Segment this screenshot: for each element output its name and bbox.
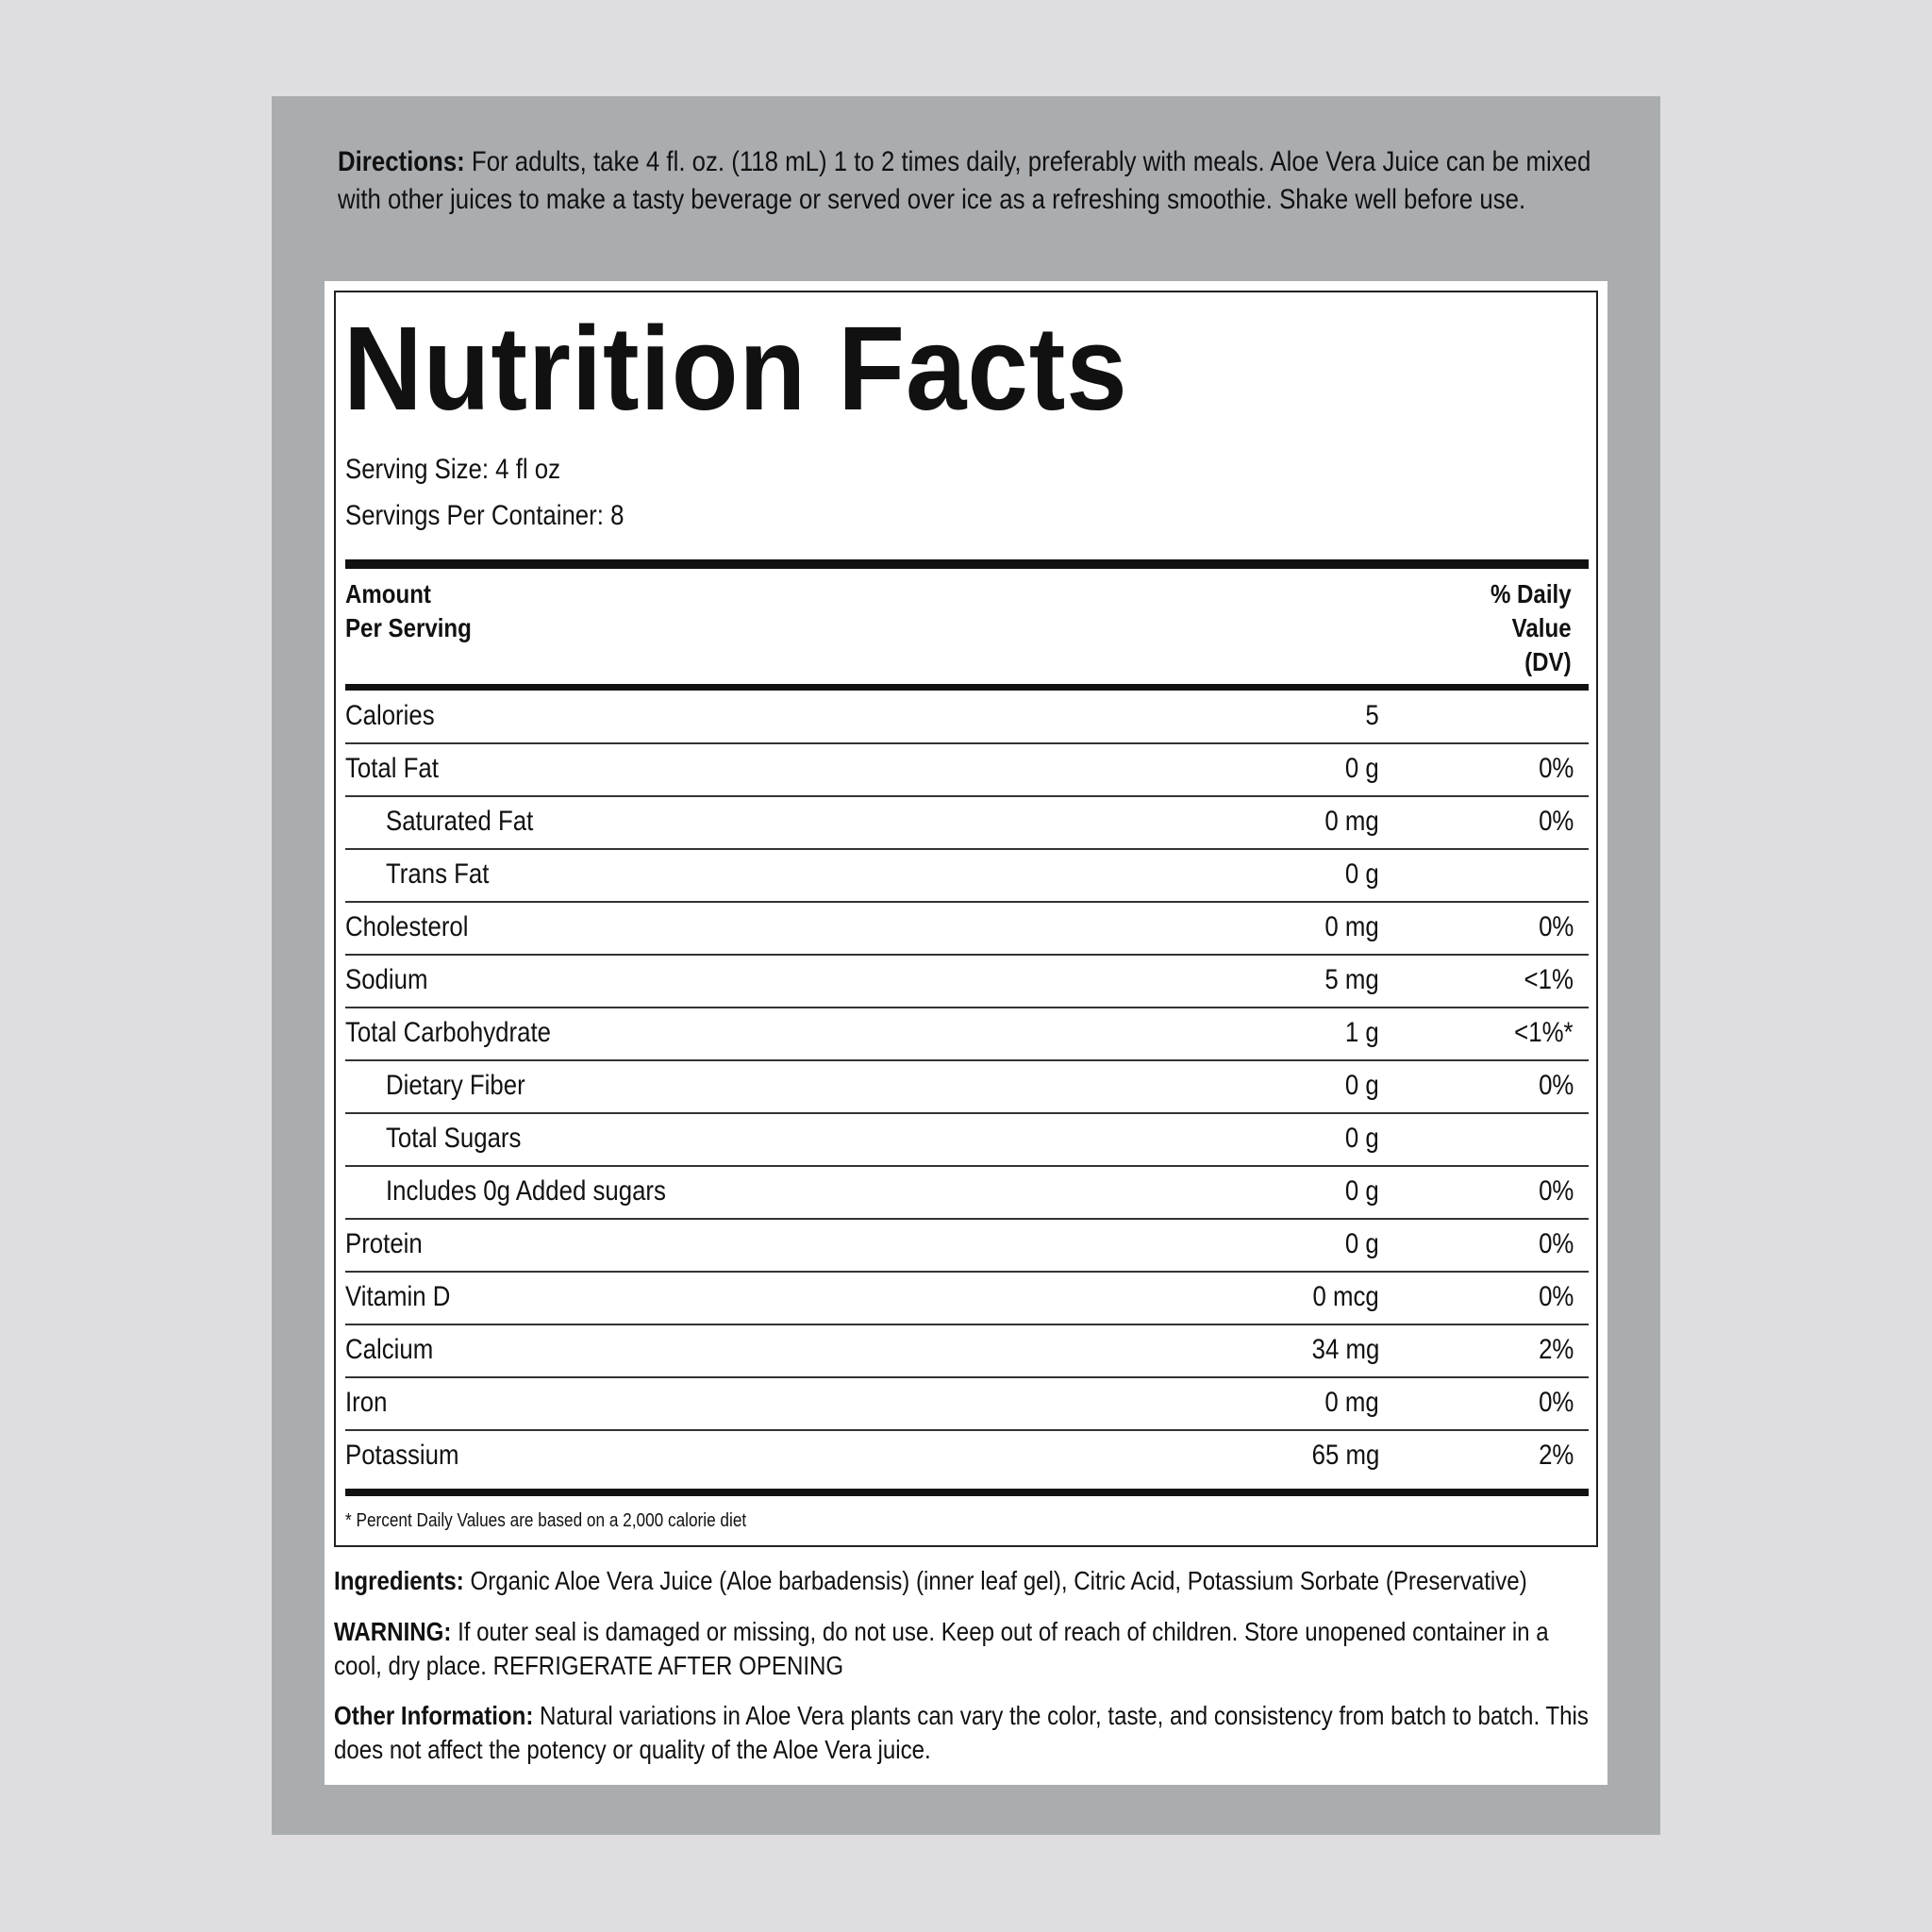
- header-daily: % Daily: [1491, 579, 1572, 608]
- nutrient-row: [345, 1220, 1589, 1273]
- nutrient-dv: 2%: [1538, 1440, 1574, 1471]
- ingredients-body: Organic Aloe Vera Juice (Aloe barbadensis) (inner leaf gel), Citric Acid, Potassium Sorbate (Preservative): [463, 1566, 1527, 1595]
- nutrient-name: Potassium: [345, 1440, 459, 1471]
- nutrient-row: [345, 1061, 1589, 1114]
- nutrient-name: Saturated Fat: [386, 806, 534, 837]
- nutrient-row: [345, 744, 1589, 797]
- nutrient-dv: 0%: [1538, 806, 1574, 837]
- nutrient-amount: 0 mg: [1324, 911, 1379, 942]
- nutrition-facts-title: Nutrition Facts: [343, 302, 1128, 435]
- directions-label: Directions:: [338, 146, 465, 177]
- daily-value-header: [1491, 577, 1572, 679]
- servings-per-container: Servings Per Container: 8: [345, 500, 625, 531]
- nutrient-row: [345, 691, 1589, 744]
- header-dv: (DV): [1524, 647, 1572, 676]
- nutrient-row: [345, 850, 1589, 903]
- nutrient-amount: 0 g: [1345, 753, 1379, 784]
- nutrient-dv: 0%: [1538, 1175, 1574, 1207]
- nutrient-amount: 0 g: [1345, 1228, 1379, 1259]
- nutrient-row: [345, 797, 1589, 850]
- nutrient-row: [345, 956, 1589, 1008]
- nutrient-name: Sodium: [345, 964, 428, 995]
- nutrient-name: Vitamin D: [345, 1281, 451, 1312]
- nutrient-name: Iron: [345, 1387, 388, 1418]
- directions-body: For adults, take 4 fl. oz. (118 mL) 1 to 2 times daily, preferably with meals. Aloe Vera Juice can be mixed with other juices to make a tasty beverage or served over ice as a refreshing smoothie. Shake well before use.: [338, 146, 1591, 215]
- info-card: [325, 281, 1607, 1785]
- nutrient-row: [345, 1008, 1589, 1061]
- nutrition-facts-panel: [334, 291, 1598, 1547]
- nutrient-dv: 0%: [1538, 1228, 1574, 1259]
- nutrient-amount: 0 mg: [1324, 1387, 1379, 1418]
- nutrient-name: Total Fat: [345, 753, 439, 784]
- header-value: Value: [1512, 613, 1572, 642]
- nutrient-row: [345, 1431, 1589, 1484]
- warning-label: WARNING:: [334, 1617, 452, 1646]
- nutrient-dv: <1%: [1524, 964, 1574, 995]
- nutrient-amount: 34 mg: [1311, 1334, 1379, 1365]
- ingredients-label: Ingredients:: [334, 1566, 464, 1595]
- nutrient-dv: 0%: [1538, 1387, 1574, 1418]
- serving-size: Serving Size: 4 fl oz: [345, 454, 561, 485]
- amount-per-serving-header: [345, 577, 472, 645]
- nutrient-name: Calories: [345, 700, 435, 731]
- nutrient-dv: <1%*: [1514, 1017, 1574, 1048]
- nutrient-amount: 1 g: [1345, 1017, 1379, 1048]
- nutrient-name: Dietary Fiber: [386, 1070, 525, 1101]
- nutrient-name: Total Sugars: [386, 1123, 522, 1154]
- nutrient-name: Calcium: [345, 1334, 434, 1365]
- nutrient-name: Cholesterol: [345, 911, 469, 942]
- directions-text: [338, 143, 1595, 219]
- nutrient-dv: 0%: [1538, 1070, 1574, 1101]
- label-panel: [272, 96, 1660, 1835]
- nutrient-amount: 65 mg: [1311, 1440, 1379, 1471]
- nutrient-table: [345, 691, 1589, 1484]
- nutrient-amount: 0 g: [1345, 858, 1379, 890]
- thick-divider-top: [345, 559, 1589, 569]
- warning-body: If outer seal is damaged or missing, do not use. Keep out of reach of children. Store unopened container in a cool, dry place. REFRIGERATE AFTER OPENING: [334, 1617, 1549, 1680]
- nutrient-row: [345, 1114, 1589, 1167]
- nutrient-dv: 0%: [1538, 911, 1574, 942]
- nutrient-row: [345, 1167, 1589, 1220]
- nutrient-name: Protein: [345, 1228, 423, 1259]
- nutrient-name: Trans Fat: [386, 858, 490, 890]
- nutrient-amount: 0 g: [1345, 1175, 1379, 1207]
- ingredients-text: [334, 1564, 1600, 1598]
- dv-footnote: * Percent Daily Values are based on a 2,000 calorie diet: [345, 1510, 747, 1531]
- header-amount: Amount: [345, 579, 431, 608]
- nutrient-amount: 5 mg: [1324, 964, 1379, 995]
- warning-text: [334, 1615, 1600, 1683]
- nutrient-dv: 0%: [1538, 1281, 1574, 1312]
- nutrient-amount: 0 g: [1345, 1070, 1379, 1101]
- nutrient-name: Includes 0g Added sugars: [386, 1175, 666, 1207]
- thick-divider-bottom: [345, 1489, 1589, 1496]
- nutrient-row: [345, 903, 1589, 956]
- nutrient-amount: 0 mcg: [1312, 1281, 1379, 1312]
- other-information-text: [334, 1699, 1600, 1767]
- nutrient-row: [345, 1378, 1589, 1431]
- nutrient-amount: 0 g: [1345, 1123, 1379, 1154]
- nutrient-dv: 2%: [1538, 1334, 1574, 1365]
- other-information-label: Other Information:: [334, 1701, 534, 1730]
- nutrient-row: [345, 1273, 1589, 1325]
- thick-divider-middle: [345, 684, 1589, 691]
- nutrient-name: Total Carbohydrate: [345, 1017, 551, 1048]
- nutrient-row: [345, 1325, 1589, 1378]
- header-per-serving: Per Serving: [345, 613, 472, 642]
- other-information-body: Natural variations in Aloe Vera plants can vary the color, taste, and consistency from batch to batch. This does not affect the potency or quality of the Aloe Vera juice.: [334, 1701, 1589, 1764]
- nutrient-amount: 0 mg: [1324, 806, 1379, 837]
- nutrient-dv: 0%: [1538, 753, 1574, 784]
- nutrient-amount: 5: [1365, 700, 1379, 731]
